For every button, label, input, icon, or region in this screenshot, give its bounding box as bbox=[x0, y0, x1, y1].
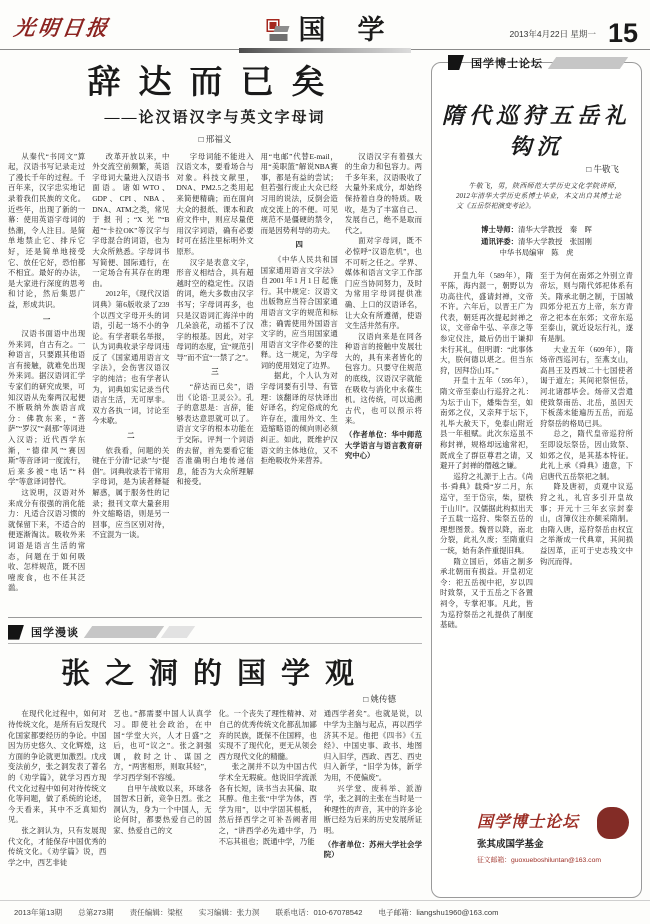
footer-phone: 联系电话：010-67078542 bbox=[275, 908, 363, 917]
paragraph: 改革开放以来，中外交流空前频繁，英语字母词大量进入汉语书面语。诸如WTO、GDP、CPI、NBA、DNA、ATM之类，常见于报刊；“X光”“B超”“卡拉OK”等汉字与字母混合的词语，也为大众所熟悉。字母词书写简便、国际通行，在一定场合有其存在的理由。 bbox=[92, 151, 170, 288]
paragraph: 巡狩之礼源于上古。《尚书·舜典》载舜“岁二月，东巡守，至于岱宗，柴，望秩于山川”。汉儒据此构拟出天子五载一巡狩、柴祭五岳的理想图景。魏晋以降，南北分裂，此礼久废；至隋重归一统，始有条件重提旧典。 bbox=[440, 471, 533, 555]
author-affiliation: （作者单位：华中师范大学语言与语言教育研究中心） bbox=[344, 430, 423, 461]
paragraph: 据此，个人认为对字母词要有引导、有管理：该翻译的尽快译出好译名，约定俗成的允许存在，滥用外文、生造缩略语的倾向则必须纠正。如此，既维护汉语文的主体地位，又不拒绝吸收外来营养。 bbox=[260, 371, 338, 466]
paragraph: 至于为何在南郊之外别立青帝坛，则与隋代郊祀体系有关。隋承北朝之制，于国城四郊分祀五方上帝，东方青帝之祀本在东郊；文帝东巡至泰山，就近设坛行礼，遂有是制。 bbox=[540, 270, 633, 344]
paragraph: 张之洞并不以为中国古代学术全无瑕疵。他说旧学流派各有长短，读书当去其偏、取其醇。他主张“中学为体，西学为用”，以中学固其根柢，然后择西学之可补吾阙者用之，“讲西学必先通中学，乃不忘其祖也；既通中学，乃能 bbox=[218, 762, 317, 846]
paragraph: 在现代化过程中，如何对待传统文化，是所有后发现代化国家都要经历的争论。中国因为历史悠久、文化辉煌，这方面的争论就更加激烈。戊戌变法前夕，张之洞发表了著名的《劝学篇》，就学习西方现代文化过程中如何对待传统文化等问题，做了系统的论述，今天看来，其中不乏真知灼见。 bbox=[8, 709, 107, 825]
advisor-role-label: 通讯评委： bbox=[481, 236, 519, 246]
tab-label: 国学漫谈 bbox=[31, 627, 79, 640]
section-masthead bbox=[266, 15, 417, 45]
main-article-body bbox=[8, 152, 422, 612]
text-column bbox=[113, 709, 211, 871]
paragraph: 艺也。”都需要中国人认真学习。即使社会政治，在中国“学堂大兴，人才日盛”之后，也可“议之”。张之洞强调，救时之计、谋国之方，“两害相形，则取其轻”，学习西学刻不容缓。 bbox=[113, 709, 212, 782]
text-column bbox=[540, 271, 633, 833]
paragraph: 这说明，汉语对外来成分有很强的消化能力：凡适合汉语习惯的就保留下来，不适合的便逐渐淘汰。吸收外来词语是语言生活的常态，问题在于如何吸收、怎样规范，既不因噎废食，也不任其泛滥。 bbox=[8, 488, 86, 593]
mantan-title: 张之洞的国学观 bbox=[60, 657, 369, 690]
footer-email: 电子邮箱：liangshu1960@163.com bbox=[378, 908, 499, 917]
paragraph: 降及唐初，贞观中议巡狩之礼，礼官多引开皇故事；开元十三年玄宗封泰山，卤簿仪注亦颇采隋制。由隋入唐，巡狩祭岳由权宜之举渐成一代典章，其间损益因革，正可于史志残文中钩沉而得。 bbox=[540, 482, 633, 566]
paragraph: 2012年，《现代汉语词典》第6版收录了239个以西文字母开头的词语，引起一场不小的争论。有学者联名举报，认为词典收录字母词违反了《国家通用语言文字法》，会伤害汉语汉字的纯洁；也有学者认为，词典如实记录当代语言生活，无可厚非。双方各执一词，讨论至今未歇。 bbox=[92, 289, 170, 426]
paragraph: 大业五年（609年），隋炀帝西巡河右，至燕支山，高昌王及西域二十七国使者谒于道左；其间祀祭恒岳，河北诸郡毕会。炀帝又尝遣使致祭南岳、北岳，虽因天下板荡未能遍历五岳，而巡狩祭岳的格局已具。 bbox=[540, 344, 633, 428]
paragraph: 汉语汉字有着强大的生命力和包容力。两千多年来，汉语吸收了大量外来成分，却始终保持着自身的特质。吸收，是为了丰富自己、发展自己，绝不是取而代之。 bbox=[344, 151, 423, 235]
paragraph: 汉字是表意文字，形音义相结合，具有超越时空的稳定性。汉语的词，绝大多数由汉字书写；字母词再多，也只是汉语词汇海洋中的几朵浪花，动摇不了汉字的根基。因此，对字母词的态度，宜“规范引导”而不宜“一禁了之”。 bbox=[176, 257, 254, 362]
footer-intern-editor: 实习编辑：张力溟 bbox=[198, 908, 260, 917]
tab-decor-bar bbox=[161, 626, 195, 638]
text-column bbox=[8, 709, 106, 871]
paragraph: “辞达而已矣”，语出《论语·卫灵公》。孔子的意思是：言辞，能够表达意思就可以了。语言文字的根本功能在于交际。评判一个词语的去留，首先要看它能否准确明白地传递信息，能否为大众所理解和接受。 bbox=[176, 382, 254, 487]
paragraph: 依我看，问题的关键在于分清“记录”与“提倡”。词典收录若干常用字母词，是为读者释疑解惑，属于服务性的记录；报刊文章大量套用外文缩略语，则是另一回事，应当区别对待，不宜混为一谈。 bbox=[92, 445, 170, 540]
text-column bbox=[440, 271, 533, 833]
section-number: 四 bbox=[295, 240, 303, 250]
issue-date: 2013年4月22日 星期一 bbox=[509, 29, 596, 39]
author-affiliation: （作者单位：苏州大学社会学院） bbox=[323, 839, 422, 860]
tab-decor-bar bbox=[548, 57, 628, 69]
main-article-title: 辞达而已矣 bbox=[87, 65, 343, 101]
advisor-line bbox=[440, 247, 633, 259]
tab-label: 国学博士论坛 bbox=[471, 57, 543, 70]
article-ci-da-er-yi-yi bbox=[8, 64, 422, 612]
paragraph: 张之洞认为，只有发展现代文化，才能保存中国优秀的传统文化。《劝学篇》说，西学之中，西艺非徒 bbox=[8, 825, 107, 867]
advisor-line bbox=[440, 236, 633, 248]
section-divider-rule bbox=[8, 617, 422, 618]
section-number: 三 bbox=[211, 367, 219, 377]
paragraph: 总之，隋代皇帝巡狩所至即设坛祭岳，因山致祭、如郊之仪，是其基本特征。此礼上承《舜典》遗意，下启唐代五岳祭祀之制。 bbox=[540, 429, 633, 481]
footer-issue: 2013年第13期 bbox=[14, 908, 63, 917]
paragraph: 用“电邮”代替E-mail，用“美职篮”解说NBA赛事，都是有益的尝试；但若强行废止大众已经习用的说法，反倒会造成交流上的不便。可见规范不是僵硬的禁令，而是因势利导的功夫。 bbox=[260, 151, 338, 235]
page-footer bbox=[0, 900, 650, 924]
mantan-body bbox=[8, 709, 422, 871]
advisor-name: 清华大学教授 张国刚 bbox=[518, 236, 592, 246]
masthead-right bbox=[509, 17, 638, 48]
text-column bbox=[176, 152, 253, 612]
forum-stamp-logo: 国学博士论坛 bbox=[477, 812, 580, 831]
paragraph: 隋立国后，郊庙之制多承北朝而有损益。开皇初定令：祀五岳视中祀，岁以四时致祭，又于五岳之下各置祠令，专掌祀事。凡此，皆为巡狩祭岳之礼提供了制度基础。 bbox=[440, 556, 533, 630]
paragraph: 开皇十五年（595年），隋文帝至泰山行巡狩之礼：为坛于山下，燔柴告至，如南郊之仪，又亲拜于坛下，礼毕大赦天下，免泰山附近县一年租赋。此次东巡虽不称封禅，规格却远逾常祀，既成全了群臣尊君之请，又避开了封禅的僭越之嫌。 bbox=[440, 376, 533, 471]
text-column bbox=[345, 152, 422, 612]
content-area bbox=[0, 50, 650, 898]
forum-article-body bbox=[440, 271, 633, 833]
text-column bbox=[219, 709, 317, 871]
forum-advisors bbox=[440, 224, 633, 259]
forum-fund-name: 张其成国学基金 bbox=[477, 840, 544, 850]
advisor-line bbox=[440, 224, 633, 236]
paragraph: 《中华人民共和国国家通用语言文字法》自2001年1月1日起施行。其中规定：汉语文出版物应当符合国家通用语言文字的规范和标准；确需使用外国语言文字的，应当用国家通用语言文字作必要的注释。这一规定，为字母词的使用划定了边界。 bbox=[260, 254, 338, 370]
paragraph: 兴学堂、废科举、派游学，张之洞的主张在当时是一种理性的声音，其中的许多论断已经为后来的历史发展所证明。 bbox=[323, 783, 422, 835]
section-tab-guoxue-boshi-luntan bbox=[448, 54, 638, 71]
left-region bbox=[8, 56, 422, 898]
mantan-byline: □ 姚传德 bbox=[363, 694, 396, 705]
section-number: 一 bbox=[42, 314, 51, 324]
forum-article-byline: □ 牛敬飞 bbox=[586, 164, 619, 174]
text-column bbox=[261, 152, 338, 612]
tab-decor-bar bbox=[84, 626, 164, 638]
paper-logo: 光明日报 bbox=[12, 15, 112, 40]
forum-stamp bbox=[477, 809, 629, 873]
text-column bbox=[8, 152, 85, 612]
section-tab-guoxue-mantan bbox=[8, 624, 422, 641]
page-number: 15 bbox=[607, 17, 638, 48]
section-number: 二 bbox=[127, 431, 135, 441]
paragraph: 化。一个丧失了理性精神、对自己的优秀传统文化都乱加鄙弃的民族，既保不住国粹，也实现不了现代化，更无从领会西方现代文化的精髓。 bbox=[218, 709, 317, 761]
tab-triangle-icon bbox=[8, 625, 24, 640]
paragraph: 汉语书面语中出现外来词，自古有之。一种语言，只要跟其他语言有接触，就难免出现外来词。据汉语词汇学专家们的研究成果，可知汉语从先秦两汉起便不断吸纳外族语言成分：佛教东来，“菩萨”“罗汉”“刹那”等词进入汉语；近代西学东渐，“德律风”“赛因斯”等音译词一度流行，后来多被“电话”“科学”等意译词替代。 bbox=[8, 329, 86, 487]
footer-total-issue: 总第273期 bbox=[78, 908, 114, 917]
boshi-forum-box bbox=[431, 57, 642, 898]
paragraph: 字母词能不能进入汉语文本，要看场合与对象。科技文献里，DNA、PM2.5之类用起来简便精确；而在面向大众的报纸、课本和政府文件中，则应尽量使用汉字词语，确有必要时可在括注里标明外文原形。 bbox=[176, 151, 254, 256]
advisor-name: 清华大学教授 秦 晖 bbox=[518, 225, 592, 234]
forum-article-title: 隋代巡狩五岳礼钩沉 bbox=[441, 103, 631, 160]
paragraph: 通西学者矣”。也就是说，以中学为主脑与起点，再以西学济其不足。他把《四书》《五经》、中国史事、政书、地图归入旧学，西政、西艺、西史归入新学，“旧学为体，新学为用，不使偏废”。 bbox=[323, 709, 422, 782]
masthead-underline-bar bbox=[239, 48, 411, 53]
tab-triangle-icon bbox=[448, 55, 464, 70]
paragraph: 汉语向来是在同各种语言的接触中发展壮大的，具有来者皆化的包容力。只要守住规范的底线，汉语汉字就能在吸收与消化中永葆生机。这传统，可以追溯古代，也可以预示将来。 bbox=[344, 331, 423, 426]
paragraph: 面对字母词，既不必惊呼“汉语危机”，也不可听之任之。学界、媒体和语言文字工作部门应当协同努力，及时为常用字母词提供准确、上口的汉语译名，让大众有所遵循，使语文生活井然有序。 bbox=[344, 236, 423, 331]
main-article-byline: □ 邢福义 bbox=[198, 133, 232, 144]
paragraph: 从秦代“书同文”算起，汉语书写记录走过了漫长千年的过程。千百年来，汉字忠实地记录着我们民族的文化。近些年，出现了新的一幕：使用英语字母词的热潮，令人注目。是简单地禁止它、排斥它好，还是简单地接受它、放任它好，恐怕都不相宜。最好的办法，是大家进行深度的思考和讨论，然后集思广益，形成共识。 bbox=[8, 151, 86, 309]
paragraph: 自甲午战败以来，环球各国智术日新，竞争日烈。张之洞认为，身为一个中国人，无论何时，都要热爱自己的国家、热爱自己的文 bbox=[113, 783, 212, 835]
advisor-role-label: 博士导师： bbox=[481, 225, 519, 234]
main-article-subtitle: ——论汉语汉字与英文字母词 bbox=[104, 109, 326, 126]
text-column bbox=[92, 152, 169, 612]
paragraph: 开皇九年（589年），隋平陈，海内混一，朝野以为功高往代，盛请封禅，文帝不许。六年后，以晋王广为代表，朝廷再次提起封禅之议，文帝命牛弘、辛彦之等参定仪注，最后仍出于谦抑未行其礼，但明谓：“此事体大，朕何德以堪之。但当东狩，因拜岱山耳。” bbox=[440, 270, 533, 375]
footer-editor: 责任编辑：梁枢 bbox=[129, 908, 183, 917]
forum-submission-email: 征文邮箱：guoxueboshiluntan@163.com bbox=[477, 857, 602, 864]
text-column bbox=[324, 709, 422, 871]
forum-author-intro: 牛敬飞，男，陕西师范大学历史文化学院讲师，2012年清华大学历史系博士毕业，本文出自其博士论文《五岳祭祀演变考论》。 bbox=[456, 183, 621, 210]
advisor-name: 中华书局编审 陈 虎 bbox=[499, 248, 574, 257]
guoxue-masthead-icon bbox=[266, 19, 291, 42]
article-zhangzhidong-guoxueguan bbox=[8, 657, 422, 872]
masthead bbox=[0, 0, 650, 50]
section-title: 国学 bbox=[298, 15, 417, 45]
